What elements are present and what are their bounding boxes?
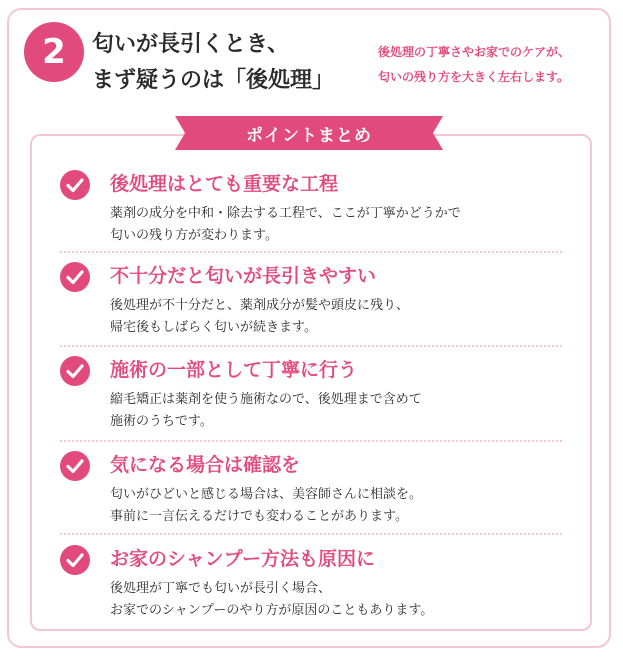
check-circle-icon bbox=[60, 451, 90, 481]
point-body-line: 帰宅後もしばらく匂いが続きます。 bbox=[110, 320, 317, 335]
point-title: 施術の一部として丁寧に行う bbox=[110, 359, 358, 381]
point-title: 不十分だと匂いが長引きやすい bbox=[110, 265, 377, 287]
point-body bbox=[110, 295, 409, 339]
point-title: 後処理はとても重要な工程 bbox=[110, 173, 339, 195]
point-body-line: 事前に一言伝えるだけでも変わることがあります。 bbox=[110, 509, 408, 524]
subnote-line-2: 匂いの残り方を大きく左右します。 bbox=[378, 70, 570, 84]
dotted-divider bbox=[60, 533, 562, 535]
points-banner bbox=[175, 116, 443, 150]
point-body bbox=[110, 389, 422, 433]
banner-label: ポイントまとめ bbox=[246, 125, 372, 146]
dotted-divider bbox=[60, 251, 562, 253]
check-circle-icon bbox=[60, 262, 90, 292]
dotted-divider bbox=[60, 345, 562, 347]
point-body-line: 後処理が不十分だと、薬剤成分が髪や頭皮に残り、 bbox=[110, 298, 410, 313]
point-body bbox=[110, 578, 433, 622]
check-circle-icon bbox=[60, 170, 90, 200]
point-title: お家のシャンプー方法も原因に bbox=[110, 548, 376, 570]
section-number: 2 bbox=[42, 32, 66, 72]
point-body-line: 施術のうちです。 bbox=[110, 414, 213, 429]
dotted-divider bbox=[60, 440, 562, 442]
point-body-line: 縮毛矯正は薬剤を使う施術なので、後処理まで含めて bbox=[110, 392, 422, 407]
check-circle-icon bbox=[60, 545, 90, 575]
point-body-line: 匂いがひどいと感じる場合は、美容師さんに相談を。 bbox=[110, 487, 423, 502]
point-body bbox=[110, 203, 461, 247]
point-body-line: お家でのシャンプーのやり方が原因のこともあります。 bbox=[110, 603, 434, 618]
section-heading bbox=[92, 27, 334, 99]
point-body bbox=[110, 484, 422, 528]
heading-line-1: 匂いが長引くとき、 bbox=[92, 32, 290, 57]
section-subnote bbox=[378, 40, 570, 90]
section-number-badge bbox=[24, 22, 84, 82]
point-title: 気になる場合は確認を bbox=[110, 454, 301, 476]
subnote-line-1: 後処理の丁寧さやお家でのケアが、 bbox=[378, 45, 571, 59]
point-body-line: 後処理が丁寧でも匂いが長引く場合、 bbox=[110, 581, 332, 596]
heading-line-2: まず疑うのは「後処理」 bbox=[92, 68, 335, 93]
point-body-line: 匂いの残り方が変わります。 bbox=[110, 228, 278, 243]
check-circle-icon bbox=[60, 356, 90, 386]
point-body-line: 薬剤の成分を中和・除去する工程で、ここが丁寧かどうかで bbox=[110, 206, 461, 221]
